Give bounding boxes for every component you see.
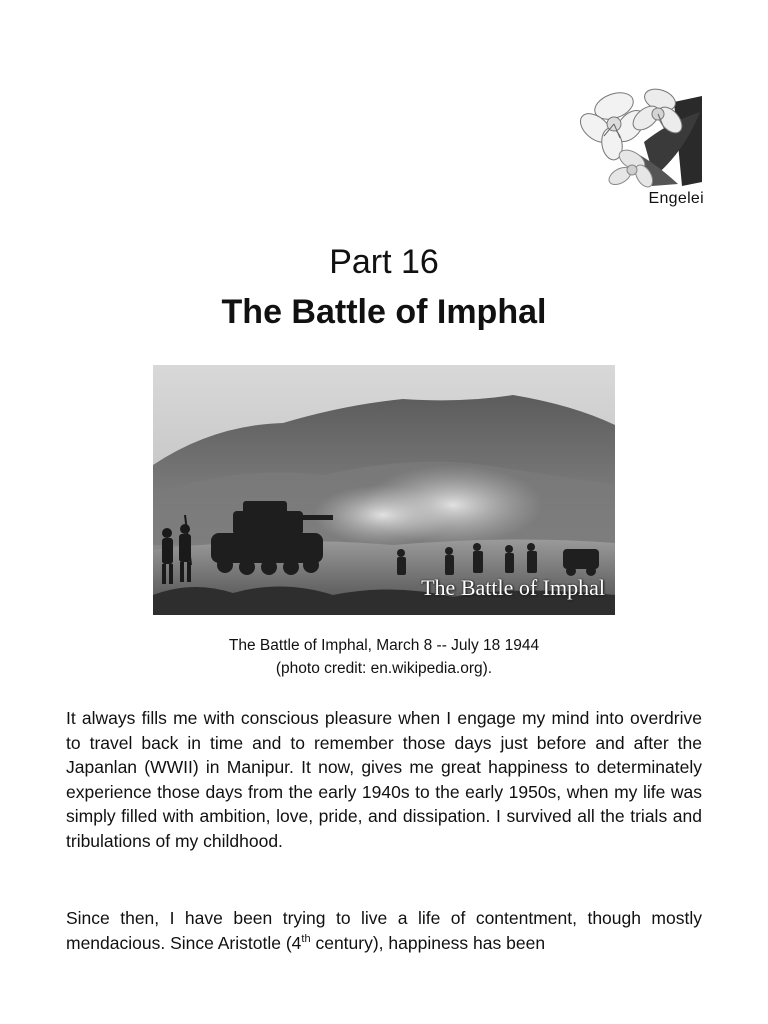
paragraph-2-end: century), happiness has been (310, 932, 546, 953)
battle-photo (153, 365, 615, 615)
ordinal-suffix: th (301, 932, 311, 945)
chapter-title: The Battle of Imphal (221, 293, 547, 331)
photo-caption (0, 634, 768, 680)
flower-logo-icon (574, 82, 704, 190)
caption-line-1: The Battle of Imphal, March 8 -- July 18 1944 (228, 637, 540, 654)
paragraph-2-start: Since then, I have been trying to live a life of contentment, though mostly mendacious. Since Aristotle (4 (66, 908, 702, 953)
body-paragraph-2 (66, 906, 702, 955)
part-number: Part 16 (329, 243, 439, 281)
author-name: Engelei (648, 190, 704, 207)
photo-watermark-text: The Battle of Imphal (421, 575, 605, 600)
caption-line-2: (photo credit: en.wikipedia.org). (275, 660, 493, 677)
body-paragraph-1: It always fills me with conscious pleasure when I engage my mind into overdrive to travel back in time and to remember those days just before and after the Japanlan (WWII) in Manipur. It now, gives me great happiness to determinately experience those days from the early 1940s to the early 1950s, when my life was simply filled with ambition, love, pride, and dissipation. I survived all the trials and tribulations of my childhood. (66, 708, 702, 851)
